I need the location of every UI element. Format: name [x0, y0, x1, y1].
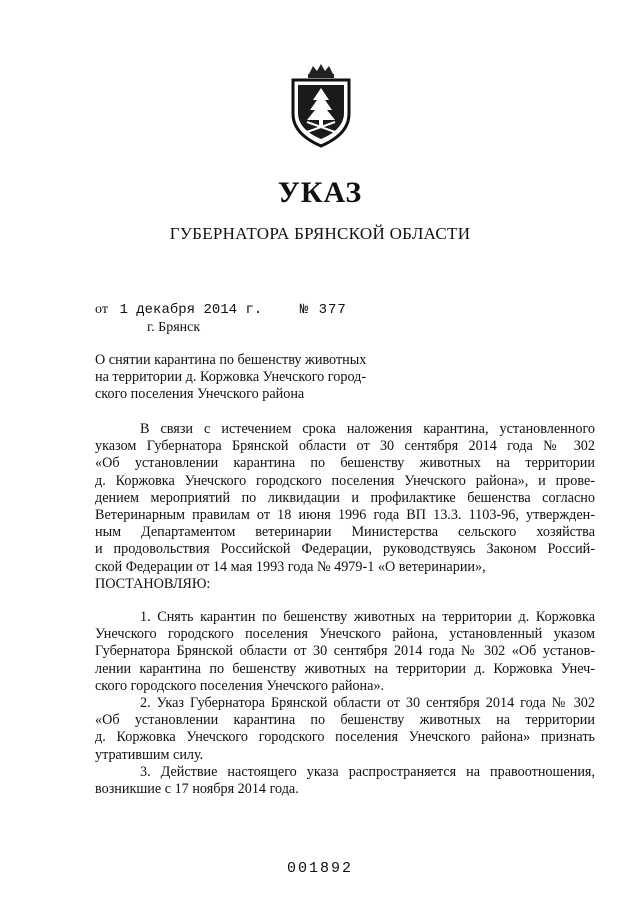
- decree-item-3: [95, 764, 595, 798]
- item-line: 2. Указ Губернатора Брянской области от 30 сентября 2014 года № 302: [140, 695, 595, 712]
- topic-line: О снятии карантина по бешенству животных: [95, 352, 367, 368]
- preamble-line: В связи с истечением срока наложения карантина, установленного: [140, 421, 595, 437]
- topic-line: ского поселения Унечского района: [95, 386, 305, 402]
- bryansk-coat-of-arms-icon: [285, 62, 357, 148]
- preamble-line: дением мероприятий по ликвидации и профилактике бешенства согласно: [95, 489, 595, 506]
- document-date: 1 декабря 2014 г.: [119, 302, 263, 318]
- item-line: ского городского поселения Унечского района».: [95, 677, 385, 694]
- document-city: г. Брянск: [147, 320, 201, 335]
- item-line: 3. Действие настоящего указа распространяется на правоотношения,: [140, 763, 595, 780]
- document-subtitle: ГУБЕРНАТОРА БРЯНСКОЙ ОБЛАСТИ: [169, 224, 471, 243]
- preamble-line: ным Департаментом ветеринарии Министерства сельского хозяйства: [95, 524, 595, 541]
- decree-item-1: [95, 609, 595, 695]
- document-number: № 377: [299, 302, 347, 318]
- item-line: д. Коржовка Унечского городского поселения Унечского района» признать: [95, 729, 595, 746]
- decree-keyword: ПОСТАНОВЛЯЮ:: [95, 575, 211, 592]
- date-prefix: от: [95, 302, 108, 317]
- topic-line: на территории д. Коржовка Унечского город-: [95, 369, 367, 385]
- paragraph-gap: [95, 593, 595, 609]
- preamble-line: указом Губернатора Брянской области от 30 сентября 2014 года № 302: [95, 438, 595, 455]
- item-line: «Об установлении карантина по бешенству животных на территории: [95, 712, 595, 729]
- preamble-line: и продовольствия Российской Федерации, руководствуясь Законом Россий-: [95, 541, 595, 558]
- preamble-line: ской Федерации от 14 мая 1993 года № 4979-1 «О ветеринарии»,: [95, 558, 486, 575]
- date-line: [95, 302, 347, 318]
- document-title: УКАЗ: [277, 176, 363, 209]
- item-line: возникшие с 17 ноября 2014 года.: [95, 781, 299, 798]
- item-line: утратившим силу.: [95, 746, 204, 763]
- footer-doc-number: 001892: [286, 860, 353, 877]
- document-topic: [95, 352, 395, 403]
- item-line: Унечского городского поселения Унечского района, установленный указом: [95, 626, 595, 643]
- preamble-line: Ветеринарным правилам от 18 июня 1996 года ВП 13.3. 1103-96, утвержден-: [95, 507, 595, 524]
- item-line: 1. Снять карантин по бешенству животных на территории д. Коржовка: [140, 609, 595, 626]
- decree-item-2: [95, 695, 595, 764]
- preamble-line: д. Коржовка Унечского городского поселения Унечского района», и прове-: [95, 472, 595, 489]
- item-line: Губернатора Брянской области от 30 сентября 2014 года № 302 «Об установ-: [95, 643, 595, 660]
- document-body: [95, 421, 595, 798]
- preamble-line: «Об установлении карантина по бешенству животных на территории: [95, 455, 595, 472]
- item-line: лении карантина по бешенству животных на территории д. Коржовка Унеч-: [95, 660, 595, 677]
- preamble-paragraph: [95, 421, 595, 593]
